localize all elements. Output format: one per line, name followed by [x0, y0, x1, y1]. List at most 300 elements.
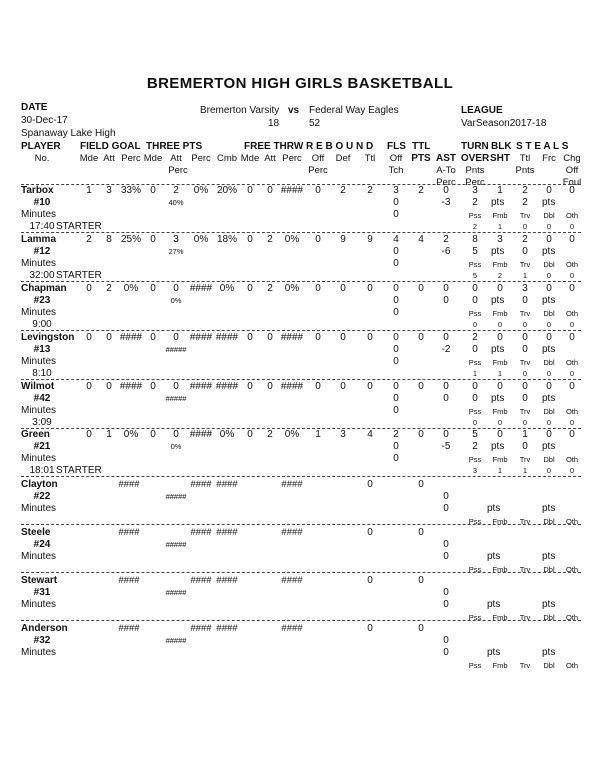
stat-fg-m: 0	[86, 332, 92, 343]
stat-reb-ttl: 0	[367, 575, 373, 586]
label-fmb: Fmb	[492, 613, 508, 622]
header-three-pts: THREE PTS	[146, 141, 203, 152]
stat-fg-p: ####	[119, 332, 143, 343]
stat-cmb: 0%	[219, 283, 235, 294]
minutes-value: 3:09	[32, 417, 52, 428]
stat-tch: 0	[393, 453, 399, 464]
stat-tp-a: 0	[173, 283, 179, 294]
stat-ast: 0	[443, 503, 449, 514]
minutes-label: Minutes	[21, 551, 57, 562]
row-divider	[21, 524, 581, 525]
pts-label: pts	[487, 503, 501, 514]
pts-label: pts	[491, 197, 505, 208]
label-fmb: Fmb	[492, 358, 508, 367]
minutes-label: Minutes	[21, 209, 57, 220]
report-title: BREMERTON HIGH GIRLS BASKETBALL	[146, 75, 454, 92]
stat-ft-m: 0	[247, 283, 253, 294]
stat-fls: 2	[393, 429, 399, 440]
label-trv: Trv	[519, 517, 531, 526]
label-dbl: Dbl	[543, 661, 555, 670]
stat-ft-p: ####	[280, 332, 304, 343]
stat-fg-m: 1	[86, 185, 92, 196]
stat-frc: 0	[546, 381, 552, 392]
label-oth: Oth	[565, 309, 579, 318]
stat-ft-a: 0	[267, 185, 273, 196]
label-pss: Pss	[468, 613, 482, 622]
pts-label: pts	[491, 393, 505, 404]
stat-tp-m: 0	[150, 234, 156, 245]
stat-att-perc: #####	[165, 588, 187, 597]
player-name: Clayton	[21, 479, 58, 490]
stat-tp-p: ####	[189, 283, 213, 294]
stat-reb-off: 1	[315, 429, 321, 440]
label-dbl: Dbl	[543, 455, 555, 464]
player-number: #31	[33, 587, 51, 598]
stat-pss: 0	[472, 418, 478, 427]
stat-ft-p: 0%	[284, 429, 300, 440]
stat-tp-p: ####	[190, 479, 212, 490]
home-score: 18	[268, 118, 280, 129]
stat-tp-m: 0	[150, 332, 156, 343]
label-fmb: Fmb	[492, 455, 508, 464]
stat-fls: 0	[393, 332, 399, 343]
stat-turn-pts: 0	[472, 393, 478, 404]
starter-label: STARTER	[56, 465, 102, 476]
player-name: Chapman	[21, 283, 67, 294]
stat-ttl-pts: 0	[418, 332, 424, 343]
header-pnts-perc: Perc	[465, 177, 485, 188]
stat-blk: 0	[497, 429, 503, 440]
minutes-label: Minutes	[21, 453, 57, 464]
header-tp-att: Att	[170, 153, 182, 164]
player-name: Tarbox	[21, 185, 54, 196]
minutes-label: Minutes	[21, 405, 57, 416]
stat-fg-a: 0	[106, 332, 112, 343]
header-tch: Tch	[388, 165, 404, 176]
stat-cmb: ####	[216, 623, 238, 634]
label-dbl: Dbl	[543, 260, 555, 269]
pts-label: pts	[542, 441, 556, 452]
stat-st-pts: 0	[522, 441, 528, 452]
player-number: #22	[33, 491, 51, 502]
stat-pss: 0	[472, 320, 478, 329]
minutes-value: 18:01	[29, 465, 55, 476]
stat-ato: -2	[441, 344, 451, 355]
stat-cmb: ####	[216, 479, 238, 490]
stat-att-perc: 0%	[170, 442, 182, 451]
stat-tp-m: 0	[150, 381, 156, 392]
label-oth: Oth	[565, 407, 579, 416]
stat-ttl-pts: 0	[418, 575, 424, 586]
stat-ato: 0	[443, 393, 449, 404]
label-fmb: Fmb	[492, 211, 508, 220]
stat-att-perc: #####	[165, 345, 187, 354]
league-name: VarSeason2017-18	[461, 118, 547, 129]
pts-label: pts	[491, 441, 505, 452]
label-pss: Pss	[468, 517, 482, 526]
stat-reb-off: 0	[315, 381, 321, 392]
pts-label: pts	[542, 551, 556, 562]
stat-oth: 0	[569, 222, 575, 231]
player-number: #13	[33, 344, 51, 355]
stat-tp-a: 0	[173, 429, 179, 440]
stat-turn-pts: 2	[472, 441, 478, 452]
stat-chg: 0	[569, 185, 575, 196]
stat-ast: 0	[443, 551, 449, 562]
stat-ft-m: 0	[247, 381, 253, 392]
label-oth: Oth	[565, 565, 579, 574]
stat-ttl-pts: 0	[418, 381, 424, 392]
pts-label: pts	[491, 246, 505, 257]
stat-tp-m: 0	[150, 429, 156, 440]
stat-fmb: 2	[497, 271, 503, 280]
stat-fg-m: 0	[86, 429, 92, 440]
stat-fmb: 1	[497, 466, 503, 475]
league-label: LEAGUE	[461, 105, 503, 116]
header-tp-mde: Mde	[143, 153, 163, 164]
header-ft-att: Att	[264, 153, 276, 164]
stat-st-pts: 2	[522, 197, 528, 208]
header-chg: Chg	[563, 153, 581, 164]
stat-chg: 0	[569, 234, 575, 245]
header-ato: A-To	[436, 165, 456, 176]
stat-fg-p: ####	[118, 623, 140, 634]
stat-ast: 2	[443, 234, 449, 245]
stat-reb-ttl: 0	[367, 332, 373, 343]
stat-reb-off: 0	[315, 234, 321, 245]
stat-att-perc: 0%	[170, 296, 182, 305]
stat-ttl-pts: 4	[418, 234, 424, 245]
player-number: #12	[33, 246, 51, 257]
stat-cmb: ####	[216, 575, 238, 586]
stat-cmb: ####	[215, 381, 239, 392]
stat-ft-a: 0	[267, 332, 273, 343]
stat-st-pts: 0	[522, 246, 528, 257]
header-no: No.	[34, 153, 50, 164]
stat-chg: 0	[569, 429, 575, 440]
stat-dbl: 0	[546, 466, 552, 475]
row-divider	[21, 330, 581, 331]
player-name: Wilmot	[21, 381, 55, 392]
stat-ft-p: ####	[280, 185, 304, 196]
label-trv: Trv	[519, 309, 531, 318]
stat-turn: 2	[472, 332, 478, 343]
stat-frc: 0	[546, 283, 552, 294]
stat-pss: 2	[472, 222, 478, 231]
minutes-value: 17:40	[29, 221, 55, 232]
stat-blk: 0	[497, 381, 503, 392]
stat-tp-a: 3	[173, 234, 179, 245]
header-frc: Frc	[542, 153, 556, 164]
header-st-pnts: Pnts	[515, 165, 535, 176]
stat-turn: 8	[472, 234, 478, 245]
stat-ast: 0	[443, 283, 449, 294]
stat-ft-p: ####	[280, 381, 304, 392]
stat-frc: 0	[546, 429, 552, 440]
stat-fmb: 0	[497, 320, 503, 329]
stat-fmb: 0	[497, 418, 503, 427]
stat-ft-p: ####	[281, 575, 303, 586]
stat-att-perc: #####	[165, 492, 187, 501]
stat-ato: -6	[441, 246, 451, 257]
label-fmb: Fmb	[492, 407, 508, 416]
stat-ast: 0	[443, 647, 449, 658]
stat-turn: 0	[443, 635, 449, 646]
stat-turn: 0	[443, 587, 449, 598]
header-ast: AST	[436, 153, 456, 164]
label-fmb: Fmb	[492, 260, 508, 269]
header-pnts: Pnts	[465, 165, 485, 176]
stat-tp-p: ####	[190, 623, 212, 634]
pts-label: pts	[491, 344, 505, 355]
label-oth: Oth	[565, 455, 579, 464]
stat-st-ttl: 2	[522, 234, 528, 245]
label-fmb: Fmb	[492, 661, 508, 670]
stat-fg-p: 25%	[120, 234, 142, 245]
stat-ato: 0	[443, 295, 449, 306]
stat-cmb: 18%	[216, 234, 238, 245]
stat-blk: 0	[497, 283, 503, 294]
stat-tp-p: 0%	[193, 185, 209, 196]
header-sht: SHT	[490, 153, 510, 164]
stat-reb-ttl: 4	[367, 429, 373, 440]
stat-ast: 0	[443, 332, 449, 343]
stat-frc: 0	[546, 185, 552, 196]
starter-label: STARTER	[56, 270, 102, 281]
stat-turn: 0	[443, 539, 449, 550]
stat-reb-ttl: 0	[367, 527, 373, 538]
stat-tp-p: ####	[189, 429, 213, 440]
player-name: Steele	[21, 527, 51, 538]
stat-tp-m: 0	[150, 283, 156, 294]
pts-label: pts	[542, 599, 556, 610]
stat-fg-p: ####	[118, 479, 140, 490]
stat-fls-off: 0	[393, 441, 399, 452]
stat-ft-p: ####	[281, 479, 303, 490]
row-divider	[21, 281, 581, 282]
header-ft-perc: Perc	[282, 153, 302, 164]
player-number: #21	[33, 441, 51, 452]
stat-st-ttl: 1	[522, 429, 528, 440]
label-pss: Pss	[468, 211, 482, 220]
stat-cmb: 20%	[216, 185, 238, 196]
stat-reb-ttl: 0	[367, 283, 373, 294]
game-date: 30-Dec-17	[21, 115, 68, 126]
stat-tp-p: 0%	[193, 234, 209, 245]
stat-ft-a: 2	[267, 234, 273, 245]
label-trv: Trv	[519, 407, 531, 416]
stat-att-perc: 40%	[168, 198, 184, 207]
stat-reb-def: 3	[340, 429, 346, 440]
stat-fls-off: 0	[393, 393, 399, 404]
header-fg-att: Att	[103, 153, 115, 164]
stat-ft-m: 0	[247, 332, 253, 343]
header-fg-perc: Perc	[121, 153, 141, 164]
stat-ttl-pts: 0	[418, 479, 424, 490]
label-fmb: Fmb	[492, 309, 508, 318]
minutes-value: 32:00	[29, 270, 55, 281]
stat-dbl: 0	[546, 222, 552, 231]
stat-reb-def: 0	[340, 332, 346, 343]
stat-trv: 1	[522, 271, 528, 280]
stat-ft-m: 0	[247, 429, 253, 440]
header-rebound: R E B O U N D	[306, 141, 374, 152]
stat-fg-a: 3	[106, 185, 112, 196]
pts-label: pts	[542, 344, 556, 355]
stat-chg: 0	[569, 332, 575, 343]
vs-label: vs	[288, 105, 300, 116]
row-divider	[21, 379, 581, 380]
pts-label: pts	[542, 246, 556, 257]
minutes-label: Minutes	[21, 647, 57, 658]
stat-dbl: 0	[546, 369, 552, 378]
stat-reb-ttl: 9	[367, 234, 373, 245]
stat-oth: 0	[569, 466, 575, 475]
label-dbl: Dbl	[543, 309, 555, 318]
stat-reb-off: 0	[315, 332, 321, 343]
stat-fg-p: ####	[119, 381, 143, 392]
stat-tp-a: 0	[173, 332, 179, 343]
header-free-thrw: FREE THRW	[244, 141, 304, 152]
stat-turn-pts: 2	[472, 197, 478, 208]
minutes-label: Minutes	[21, 356, 57, 367]
stat-st-pts: 0	[522, 393, 528, 404]
player-name: Stewart	[21, 575, 58, 586]
label-trv: Trv	[519, 260, 531, 269]
pts-label: pts	[542, 393, 556, 404]
label-dbl: Dbl	[543, 358, 555, 367]
stat-ttl-pts: 0	[418, 283, 424, 294]
label-trv: Trv	[519, 565, 531, 574]
player-name: Green	[21, 429, 50, 440]
stat-fls-off: 0	[393, 344, 399, 355]
player-number: #32	[33, 635, 51, 646]
stat-ast: 0	[443, 185, 449, 196]
pts-label: pts	[487, 599, 501, 610]
header-off: Off	[565, 165, 579, 176]
stat-ttl-pts: 0	[418, 429, 424, 440]
label-oth: Oth	[565, 260, 579, 269]
stat-tp-a: 2	[173, 185, 179, 196]
stat-turn: 5	[472, 429, 478, 440]
stat-fg-a: 1	[106, 429, 112, 440]
header-player: PLAYER	[21, 141, 61, 152]
stat-frc: 0	[546, 234, 552, 245]
minutes-label: Minutes	[21, 503, 57, 514]
stat-oth: 0	[569, 369, 575, 378]
label-pss: Pss	[468, 455, 482, 464]
header-field-goal: FIELD GOAL	[80, 141, 141, 152]
label-pss: Pss	[468, 309, 482, 318]
label-oth: Oth	[565, 358, 579, 367]
stat-fg-p: 33%	[120, 185, 142, 196]
label-fmb: Fmb	[492, 565, 508, 574]
stat-ttl-pts: 0	[418, 527, 424, 538]
stat-fg-a: 2	[106, 283, 112, 294]
stat-pss: 3	[472, 466, 478, 475]
stat-fg-m: 0	[86, 381, 92, 392]
stat-fls-off: 0	[393, 246, 399, 257]
stat-ast: 0	[443, 429, 449, 440]
stat-ft-p: ####	[281, 527, 303, 538]
stat-fmb: 1	[497, 369, 503, 378]
stat-fg-p: 0%	[123, 429, 139, 440]
stat-ft-p: ####	[281, 623, 303, 634]
stat-tp-m: 0	[150, 185, 156, 196]
stat-trv: 1	[522, 466, 528, 475]
stat-ft-p: 0%	[284, 283, 300, 294]
header-fg-mde: Mde	[79, 153, 99, 164]
header-st-ttl: Ttl	[519, 153, 531, 164]
stat-tp-p: ####	[190, 575, 212, 586]
stat-fls: 0	[393, 381, 399, 392]
stat-blk: 0	[497, 332, 503, 343]
stat-reb-ttl: 0	[367, 623, 373, 634]
stat-tch: 0	[393, 209, 399, 220]
pts-label: pts	[487, 647, 501, 658]
header-ttl: TTL	[412, 141, 431, 152]
label-dbl: Dbl	[543, 565, 555, 574]
label-trv: Trv	[519, 661, 531, 670]
stat-cmb: ####	[215, 332, 239, 343]
label-dbl: Dbl	[543, 407, 555, 416]
stat-reb-def: 0	[340, 381, 346, 392]
stat-turn: 0	[472, 283, 478, 294]
stat-att-perc: 27%	[168, 247, 184, 256]
stat-att-perc: #####	[165, 394, 187, 403]
stat-ato: -5	[441, 441, 451, 452]
stat-fls-off: 0	[393, 295, 399, 306]
stat-trv: 0	[522, 222, 528, 231]
stat-ttl-pts: 2	[418, 185, 424, 196]
header-ft-mde: Mde	[240, 153, 260, 164]
stat-ttl-pts: 0	[418, 623, 424, 634]
stat-fg-m: 2	[86, 234, 92, 245]
player-name: Lamma	[21, 234, 57, 245]
stat-ato: -3	[441, 197, 451, 208]
stat-dbl: 0	[546, 271, 552, 280]
stat-oth: 0	[569, 418, 575, 427]
label-oth: Oth	[565, 517, 579, 526]
stat-tch: 0	[393, 258, 399, 269]
pts-label: pts	[542, 503, 556, 514]
header-foul: Foul	[562, 177, 582, 188]
stat-tp-a: 0	[173, 381, 179, 392]
header-turn: TURN	[461, 141, 489, 152]
header-steals: S T E A L S	[516, 141, 569, 152]
label-trv: Trv	[519, 211, 531, 220]
label-pss: Pss	[468, 407, 482, 416]
label-dbl: Dbl	[543, 613, 555, 622]
stat-blk: 3	[497, 234, 503, 245]
stat-reb-def: 2	[340, 185, 346, 196]
stat-st-ttl: 2	[522, 185, 528, 196]
stat-fmb: 1	[497, 222, 503, 231]
header-over: OVER	[460, 153, 490, 164]
stat-fls: 3	[393, 185, 399, 196]
pts-label: pts	[487, 551, 501, 562]
label-fmb: Fmb	[492, 517, 508, 526]
player-number: #23	[33, 295, 51, 306]
header-reb-def: Def	[335, 153, 351, 164]
header-tp-perc: Perc	[191, 153, 211, 164]
player-number: #10	[33, 197, 51, 208]
stat-pss: 1	[472, 369, 478, 378]
away-score: 52	[309, 118, 321, 129]
stat-pss: 5	[472, 271, 478, 280]
stat-turn-pts: 0	[472, 295, 478, 306]
stat-reb-ttl: 0	[367, 479, 373, 490]
